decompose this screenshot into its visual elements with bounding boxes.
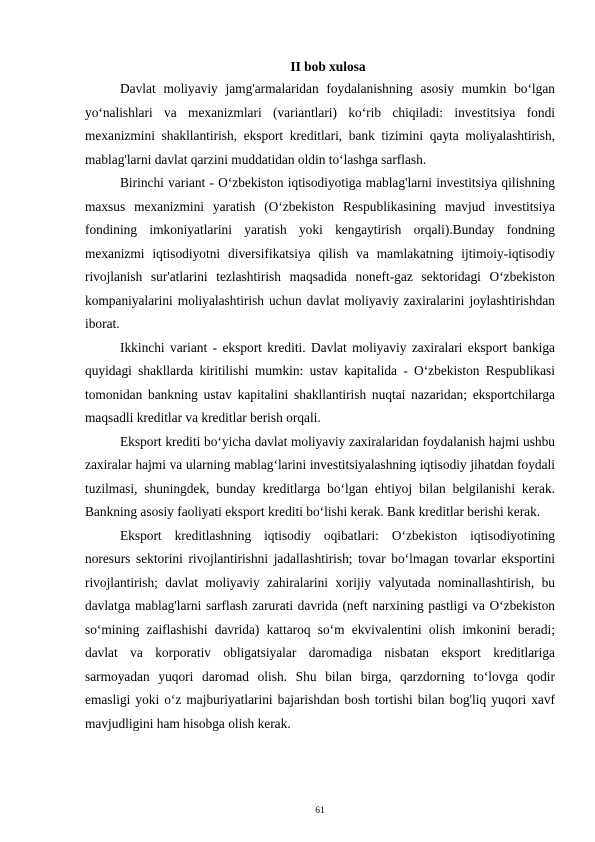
paragraph: Ikkinchi variant - eksport krediti. Davlat moliyaviy zaxiralari eksport bankiga quyidagi shakllarda kiritilishi mumkin: ustav kapitalida - O‘zbekiston Respublikasi tomonidan bankning ustav kapitalini shakllantirish nuqtai nazaridan; eksportchilarga maqsadli kreditlar va kreditlar berish orqali. [85, 339, 555, 425]
section-heading: II bob xulosa [290, 59, 366, 74]
paragraph: Eksport kreditlashning iqtisodiy oqibatlari: O‘zbekiston iqtisodiyotining noresurs sektorini rivojlantirishni jadallashtirish; tovar bo‘lmagan tovarlar eksportini rivojlantirish; davlat moliyaviy zahiralarini xorijiy valyutada nominallashtirish, bu davlatga mablag'larni sarflash zarurati davrida (neft narxining pastligi va O‘zbekiston so‘mining zaiflashishi davrida) kattaroq so‘m ekvivalentini olish imkonini beradi; davlat va korporativ obligatsiyalar daromadiga nisbatan eksport kreditlariga sarmoyadan yuqori daromad olish. Shu bilan birga, qarzdorning to‘lovga qodir emasligi yoki o‘z majburiyatlarini bajarishdan bosh tortishi bilan bog'liq yuqori xavf mavjudligini ham hisobga olish kerak. [85, 527, 555, 731]
paragraph: Birinchi variant - O‘zbekiston iqtisodiyotiga mablag'larni investitsiya qilishning maxsus mexanizmini yaratish (O‘zbekiston Respublikasining mavjud investitsiya fondining imkoniyatlarini yaratish yoki kengaytirish orqali).Bunday fondning mexanizmi iqtisodiyotni diversifikatsiya qilish va mamlakatning ijtimoiy-iqtisodiy rivojlanish sur'atlarini tezlashtirish maqsadida noneft-gaz sektoridagi O‘zbekiston kompaniyalarini moliyalashtirish uchun davlat moliyaviy zaxiralarini joylashtirishdan iborat. [85, 175, 555, 331]
paragraph: Eksport krediti bo‘yicha davlat moliyaviy zaxiralaridan foydalanish hajmi ushbu zaxiralar hajmi va ularning mablag‘larini investitsiyalashning iqtisodiy jihatdan foydali tuzilmasi, shuningdek, bunday kreditlarga bo‘lgan ehtiyoj bilan belgilanishi kerak. Bankning asosiy faoliyati eksport krediti bo‘lishi kerak. Bank kreditlar berishi kerak. [85, 433, 555, 519]
page-number: 61 [315, 806, 325, 816]
body-text [85, 77, 555, 735]
paragraph: Davlat moliyaviy jamg'armalaridan foydalanishning asosiy mumkin bo‘lgan yo‘nalishlari va mexanizmlari (variantlari) ko‘rib chiqiladi: investitsiya fondi mexanizmini shakllantirish, eksport kreditlari, bank tizimini qayta moliyalashtirish, mablag'larni davlat qarzini muddatidan oldin to‘lashga sarflash. [85, 81, 555, 167]
